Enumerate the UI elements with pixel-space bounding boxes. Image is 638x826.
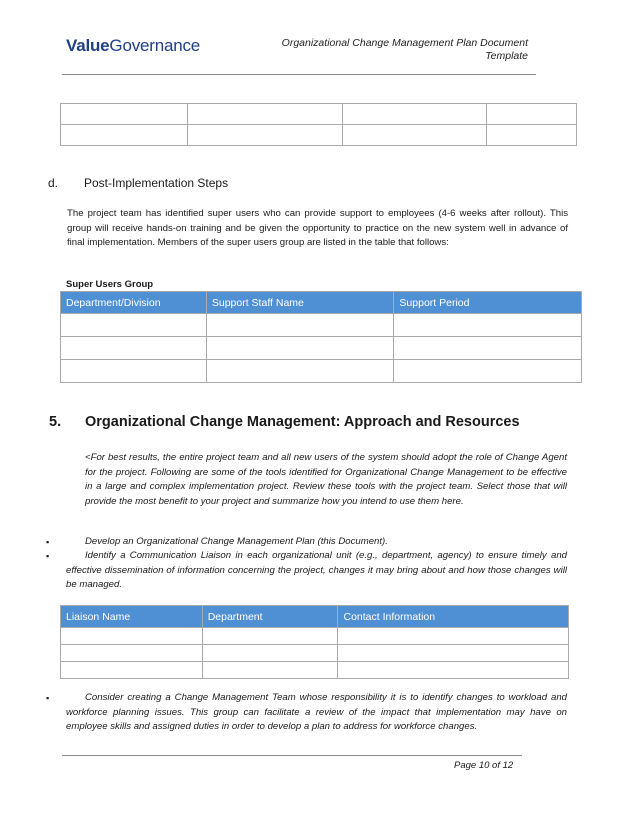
- bullet-communication-liaison: Identify a Communication Liaison in each organizational unit (e.g., department, agency) to ensure timely and effective dissemination of information concerning the project, changes it may bring about and how those changes will be managed.: [66, 550, 567, 590]
- table-row: [61, 125, 577, 146]
- table-row: [61, 628, 569, 645]
- section-d-title: Post-Implementation Steps: [84, 176, 229, 190]
- header-divider: [62, 74, 536, 75]
- section-d-number: d.: [48, 176, 59, 190]
- company-logo: ValueGovernance: [66, 36, 201, 55]
- section-5-number: 5.: [49, 414, 62, 430]
- column-header: Support Staff Name: [206, 292, 394, 314]
- column-header: Contact Information: [338, 606, 569, 628]
- section-5-intro: <For best results, the entire project team and all new users of the system should adopt the role of Change Agent for the project. Following are some of the tools identified for Organizational Change Management to be effective in a large and complex implementation project. Review these tools with the project team. Select those that will provide the most benefit to your project and summarize how you intend to use them here.: [85, 452, 567, 507]
- column-header: Department/Division: [61, 292, 207, 314]
- document-title-line1: Organizational Change Management Plan Document: [281, 37, 528, 49]
- document-title-line2: Template: [485, 50, 528, 62]
- bullet-marker: ▪: [46, 537, 50, 547]
- table-row: [61, 104, 577, 125]
- bullet-marker: ▪: [46, 551, 50, 561]
- table-row: [61, 360, 582, 383]
- super-users-caption: Super Users Group: [66, 279, 154, 290]
- column-header: Support Period: [394, 292, 582, 314]
- section-5-heading: [49, 414, 520, 430]
- column-header: Department: [202, 606, 338, 628]
- section-5-title: Organizational Change Management: Approach and Resources: [85, 414, 520, 430]
- footer-divider: [62, 755, 522, 756]
- table-row: [61, 314, 582, 337]
- table-row: [61, 337, 582, 360]
- section-d-paragraph: The project team has identified super users who can provide support to employees (4-6 weeks after rollout). This group will receive hands-on training and be given the opportunity to practice on the new system well in advance of final implementation. Members of the super users group are listed in the table that follows:: [67, 208, 568, 248]
- document-title: [238, 37, 528, 63]
- section-d-heading: [48, 176, 228, 190]
- column-header: Liaison Name: [61, 606, 203, 628]
- continued-table: [60, 103, 577, 146]
- super-users-table: [60, 291, 582, 383]
- table-header-row: [61, 606, 569, 628]
- page-number: Page 10 of 12: [454, 760, 514, 771]
- table-header-row: [61, 292, 582, 314]
- bullet-marker: ▪: [46, 693, 50, 703]
- liaison-table: [60, 605, 569, 679]
- table-row: [61, 662, 569, 679]
- bullet-develop-plan: Develop an Organizational Change Management Plan (this Document).: [85, 536, 388, 547]
- bullet-change-team: Consider creating a Change Management Team whose responsibility it is to identify changes to workload and workforce planning issues. This group can facilitate a review of the impact that implementation may have on employee skills and assigned duties in order to develop a plan to address for workforce changes.: [66, 692, 567, 732]
- table-row: [61, 645, 569, 662]
